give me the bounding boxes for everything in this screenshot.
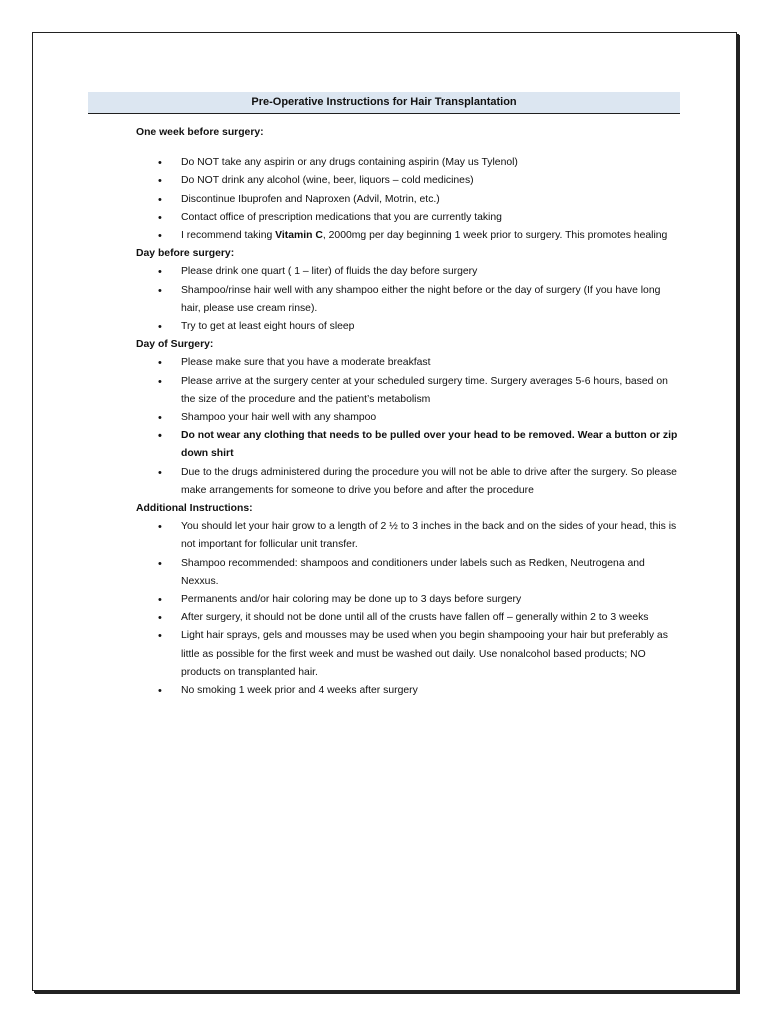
list-item: • Shampoo recommended: shampoos and conditioners under labels such as Redken, Neutrogena and Nexxus.	[136, 555, 680, 591]
day-of-list	[136, 354, 680, 500]
list-item: • Light hair sprays, gels and mousses may be used when you begin shampooing your hair but preferably as little as possible for the first week and must be washed out daily. Use nonalcohol based products; NO products on transplanted hair.	[136, 627, 680, 682]
list-item: • Try to get at least eight hours of sleep	[136, 318, 680, 336]
list-item: • Contact office of prescription medications that you are currently taking	[136, 209, 680, 227]
list-item: • Do NOT drink any alcohol (wine, beer, liquors – cold medicines)	[136, 172, 680, 190]
list-item: • Permanents and/or hair coloring may be done up to 3 days before surgery	[136, 591, 680, 609]
list-item	[136, 227, 680, 245]
list-item: • Please drink one quart ( 1 – liter) of fluids the day before surgery	[136, 263, 680, 281]
list-item: • No smoking 1 week prior and 4 weeks after surgery	[136, 682, 680, 700]
day-before-list	[136, 263, 680, 336]
section-heading-day-of: Day of Surgery:	[136, 339, 214, 351]
list-item: • Due to the drugs administered during the procedure you will not be able to drive after the surgery. So please make arrangements for someone to drive you before and after the procedure	[136, 464, 680, 500]
section-heading-additional: Additional Instructions:	[136, 503, 253, 515]
list-item: • Do NOT take any aspirin or any drugs containing aspirin (May us Tylenol)	[136, 154, 680, 172]
document-title: Pre-Operative Instructions for Hair Transplantation	[88, 92, 680, 114]
list-item: • You should let your hair grow to a length of 2 ½ to 3 inches in the back and on the sides of your head, this is not important for follicular unit transfer.	[136, 518, 680, 554]
list-item-bold: • Do not wear any clothing that needs to be pulled over your head to be removed. Wear a button or zip down shirt	[136, 427, 680, 463]
additional-list	[136, 518, 680, 700]
vitamin-text-after: , 2000mg per day beginning 1 week prior to surgery. This promotes healing	[322, 230, 668, 242]
list-item: • After surgery, it should not be done until all of the crusts have fallen off – generally within 2 to 3 weeks	[136, 609, 680, 627]
vitamin-text-before: I recommend taking	[181, 230, 276, 242]
week-before-list	[136, 154, 680, 245]
list-item: • Please arrive at the surgery center at your scheduled surgery time. Surgery averages 5-6 hours, based on the size of the procedure and the patient’s metabolism	[136, 373, 680, 409]
vitamin-name: Vitamin C	[275, 230, 323, 242]
list-item: • Shampoo your hair well with any shampoo	[136, 409, 680, 427]
list-item: • Please make sure that you have a moderate breakfast	[136, 354, 680, 372]
list-item: • Discontinue Ibuprofen and Naproxen (Advil, Motrin, etc.)	[136, 191, 680, 209]
section-heading-week-before: One week before surgery:	[136, 127, 264, 138]
document-body	[136, 124, 680, 700]
section-heading-day-before: Day before surgery:	[136, 248, 235, 260]
list-item: • Shampoo/rinse hair well with any shampoo either the night before or the day of surgery (If you have long hair, please use cream rinse).	[136, 282, 680, 318]
